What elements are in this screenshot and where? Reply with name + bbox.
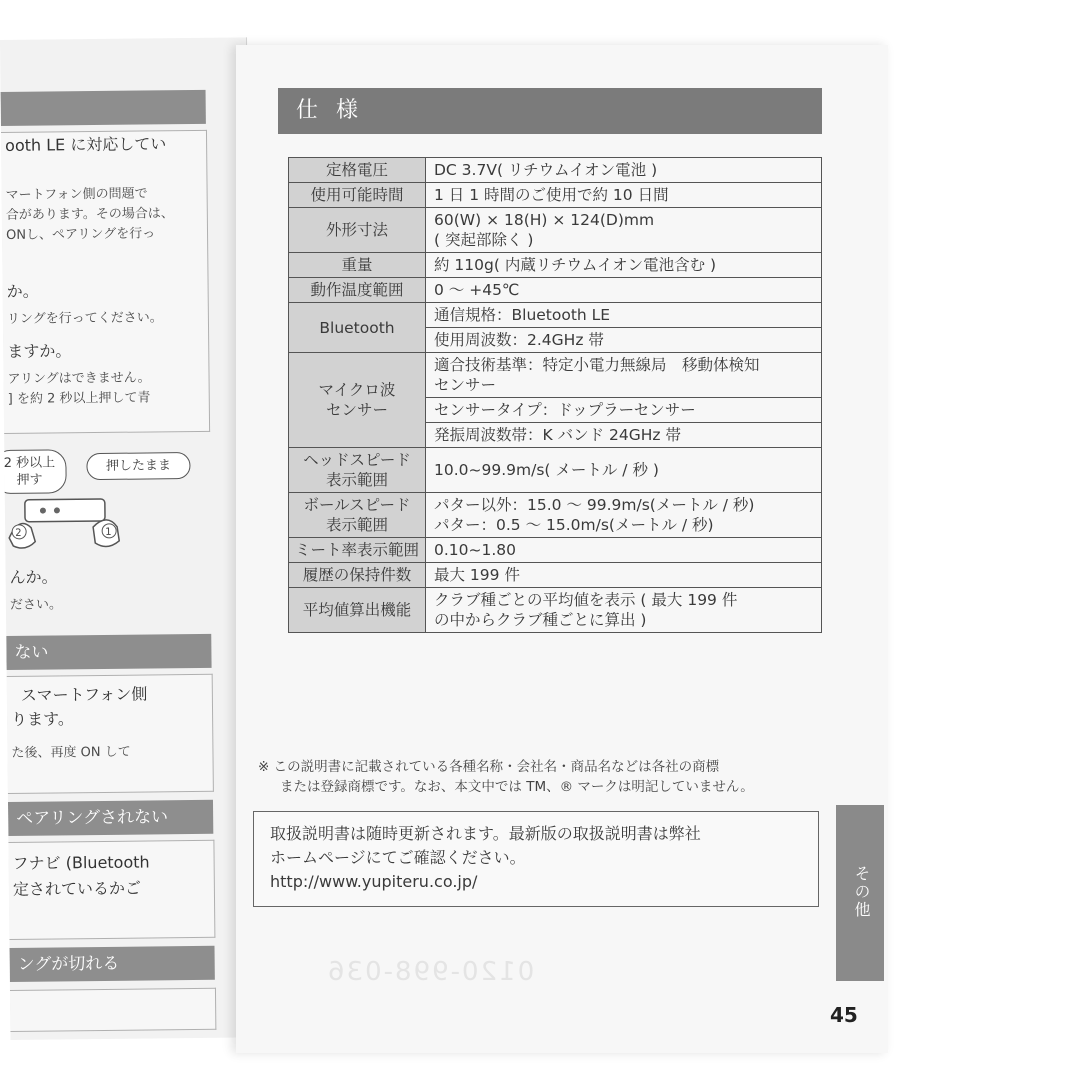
left-text: か。 [6, 281, 39, 301]
spec-value-line: 約 110g( 内蔵リチウムイオン電池含む ) [434, 256, 717, 274]
page-number: 45 [830, 1003, 858, 1027]
info-line: ホームページにてご確認ください。 [270, 848, 526, 867]
spec-row [289, 563, 822, 588]
manual-update-box [253, 811, 819, 907]
spec-value [426, 538, 822, 563]
left-section-bar [1, 90, 206, 126]
spec-row [289, 158, 822, 183]
spec-value-line: 10.0~99.9m/s( メートル / 秒 ) [434, 461, 659, 479]
side-tab-label: その他 [852, 865, 871, 919]
spec-label: マイクロ波 センサー [289, 353, 426, 448]
spec-value [426, 563, 822, 588]
spec-row [289, 278, 822, 303]
spec-value: 使用周波数：2.4GHz 帯 [426, 328, 822, 353]
left-text: マートフォン側の問題で [5, 186, 148, 203]
spec-value: 適合技術基準：特定小電力無線局 移動体検知 センサー [426, 353, 822, 398]
spec-value-line: 60(W) × 18(H) × 124(D)mm [434, 211, 655, 229]
spec-row [289, 303, 822, 328]
left-text: ださい。 [9, 597, 63, 613]
spec-value-line: 1 日 1 時間のご使用で約 10 日間 [434, 186, 669, 204]
spec-label: 外形寸法 [289, 208, 426, 253]
spec-label: 平均値算出機能 [289, 588, 426, 633]
spec-value [426, 208, 822, 253]
spec-value: 発振周波数帯：K バンド 24GHz 帯 [426, 423, 822, 448]
website-url: http://www.yupiteru.co.jp/ [270, 872, 478, 891]
spec-value-line: クラブ種ごとの平均値を表示 ( 最大 199 件 [434, 591, 738, 609]
spec-row [289, 538, 822, 563]
spec-value-line: DC 3.7V( リチウムイオン電池 ) [434, 161, 658, 179]
spec-row [289, 353, 822, 398]
spec-value-line: 最大 199 件 [434, 566, 520, 584]
side-tab [836, 805, 884, 981]
spec-value [426, 493, 822, 538]
spec-row [289, 493, 822, 538]
spec-row [289, 208, 822, 253]
spec-label: ボールスピード 表示範囲 [289, 493, 426, 538]
left-text: アリングはできません。 [7, 370, 151, 387]
spec-value [426, 253, 822, 278]
spec-label: 重量 [289, 253, 426, 278]
left-text: ますか。 [7, 341, 72, 361]
spec-value [426, 588, 822, 633]
spec-value [426, 158, 822, 183]
note-line: ※ この説明書に記載されている各種名称・会社名・商品名などは各社の商標 [258, 759, 720, 775]
left-section-bar: ない [6, 634, 211, 670]
spec-label: ミート率表示範囲 [289, 538, 426, 563]
spec-label: 履歴の保持件数 [289, 563, 426, 588]
svg-text:2: 2 [15, 527, 22, 539]
left-section-bar: ングが切れる [10, 946, 215, 982]
spec-value-line: パター以外：15.0 ～ 99.9m/s(メートル / 秒) [434, 496, 755, 514]
left-text: フナビ (Bluetooth [12, 852, 150, 873]
spec-value: 通信規格：Bluetooth LE [426, 303, 822, 328]
show-through-text: 0120-998-036 [326, 957, 535, 987]
spec-row [289, 253, 822, 278]
left-qa-box [10, 988, 216, 1032]
left-page [0, 37, 257, 1040]
left-section-bar: ペアリングされない [8, 800, 213, 836]
left-text: た後、再度 ON して [11, 744, 131, 761]
left-text: ooth LE に対応してい [5, 134, 167, 155]
left-text: リングを行ってください。 [6, 310, 163, 327]
spec-row [289, 588, 822, 633]
left-text: ONし、ペアリングを行っ [5, 226, 156, 243]
trademark-note [258, 757, 838, 797]
spec-value [426, 448, 822, 493]
note-line: または登録商標です。なお、本文中では TM、® マークは明記していません。 [280, 779, 754, 795]
spec-value [426, 278, 822, 303]
spec-label: 使用可能時間 [289, 183, 426, 208]
spec-label: ヘッドスピード 表示範囲 [289, 448, 426, 493]
spec-value [426, 183, 822, 208]
speech-bubble: 押したまま [86, 452, 190, 480]
spec-value-line: ( 突起部除く ) [434, 231, 534, 249]
speech-bubble: 2 秒以上 押す [0, 449, 67, 494]
spec-row [289, 448, 822, 493]
left-text: ります。 [11, 709, 74, 729]
device-press-illustration [5, 487, 136, 558]
section-title: 仕様 [278, 88, 822, 134]
left-text: 合があります。その場合は、 [5, 206, 174, 223]
spec-table [288, 157, 822, 633]
spec-label: Bluetooth [289, 303, 426, 353]
spec-value: センサータイプ：ドップラーセンサー [426, 398, 822, 423]
spec-label: 動作温度範囲 [289, 278, 426, 303]
spec-row [289, 183, 822, 208]
right-page [236, 45, 888, 1053]
spec-value-line: パター：0.5 ～ 15.0m/s(メートル / 秒) [434, 516, 714, 534]
spec-value-line: 0.10~1.80 [434, 541, 517, 559]
spec-value-line: の中からクラブ種ごとに算出 ) [434, 611, 647, 629]
spec-value-line: 0 ～ +45℃ [434, 281, 520, 299]
left-text: スマートフォン側 [20, 684, 148, 705]
left-text: 定されているかご [12, 878, 142, 899]
info-line: 取扱説明書は随時更新されます。最新版の取扱説明書は弊社 [270, 824, 701, 843]
left-text: んか。 [9, 567, 58, 587]
svg-text:1: 1 [105, 526, 112, 538]
left-text: ] を約 2 秒以上押して青 [7, 390, 151, 407]
spec-label: 定格電圧 [289, 158, 426, 183]
